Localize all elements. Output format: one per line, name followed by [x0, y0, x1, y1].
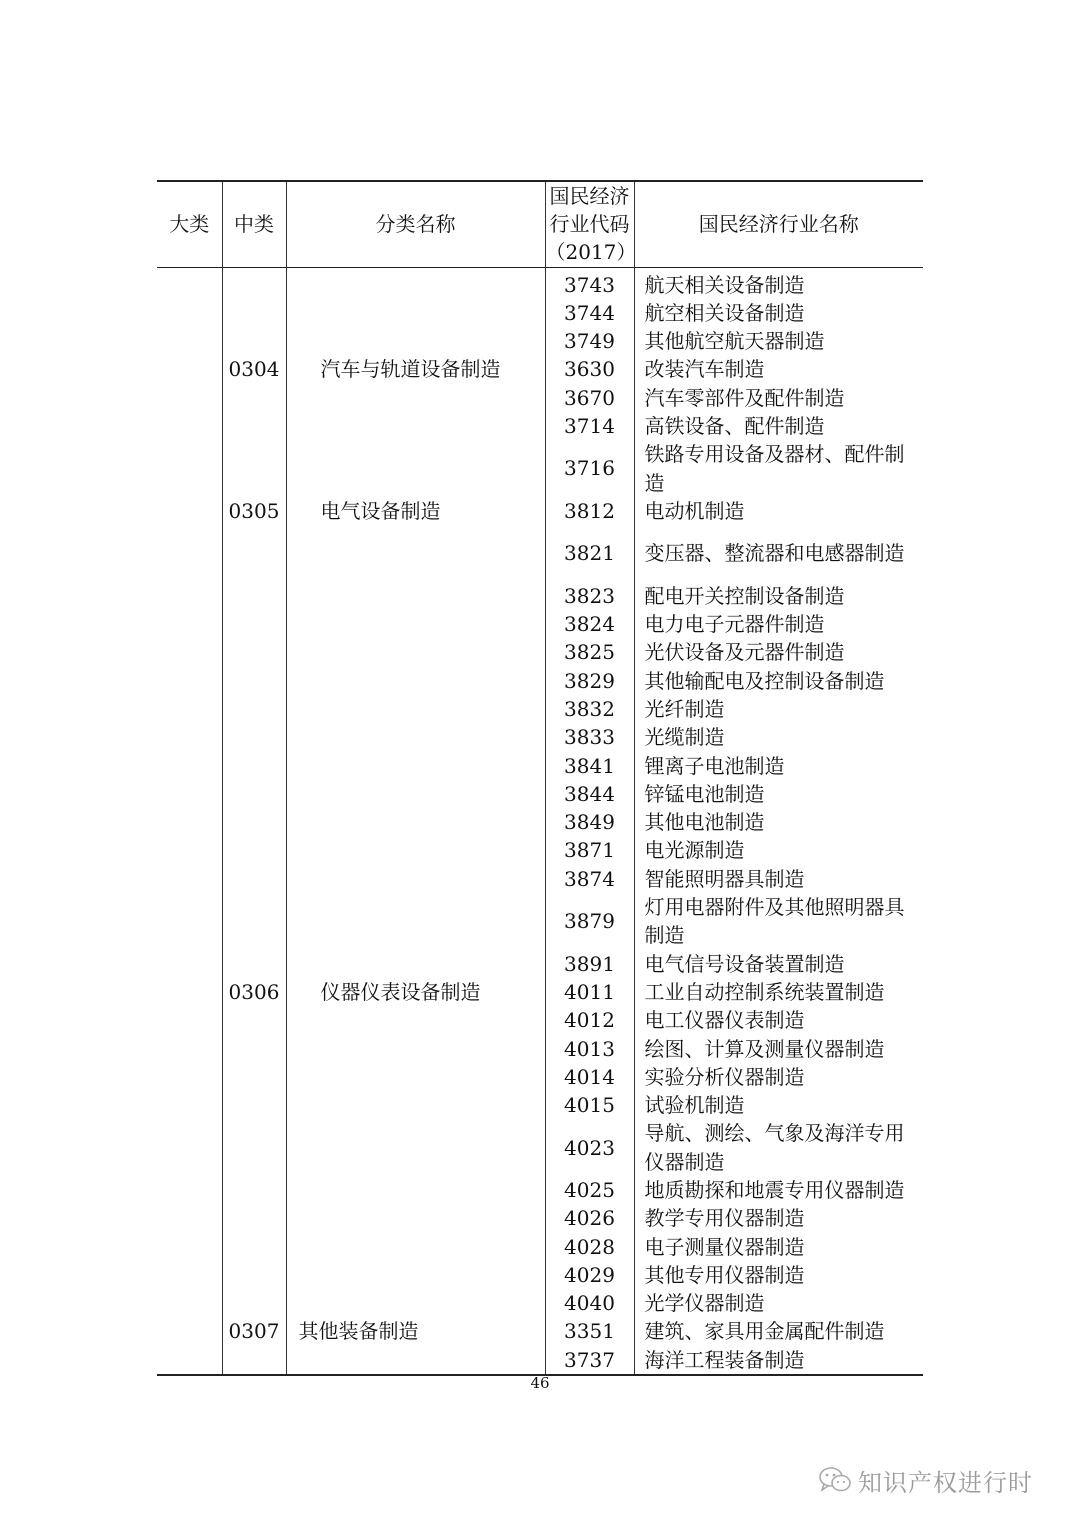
major-category-cell [157, 440, 222, 497]
category-name [286, 638, 545, 666]
table-row [157, 1006, 923, 1034]
category-name [286, 950, 545, 978]
industry-name: 工业自动控制系统装置制造 [644, 979, 885, 1004]
category-name [286, 836, 545, 864]
industry-name: 其他专用仪器制造 [644, 1262, 805, 1287]
mid-category-code [222, 440, 286, 497]
industry-code: 3716 [545, 440, 634, 497]
table-row [157, 299, 923, 327]
table-row [157, 893, 923, 950]
mid-category-code: 0305 [222, 497, 286, 525]
table-header [157, 181, 923, 267]
industry-code: 3630 [545, 355, 634, 383]
industry-name: 电光源制造 [644, 838, 745, 863]
table-row [157, 525, 923, 582]
major-category-cell [157, 1261, 222, 1289]
category-name [286, 412, 545, 440]
industry-name: 航空相关设备制造 [644, 300, 805, 325]
major-category-cell [157, 610, 222, 638]
category-name: 电气设备制造 [286, 497, 545, 525]
industry-code: 3833 [545, 723, 634, 751]
industry-code: 3351 [545, 1317, 634, 1345]
mid-category-code [222, 1091, 286, 1119]
industry-code: 3879 [545, 893, 634, 950]
major-category-cell [157, 1035, 222, 1063]
industry-name: 电动机制造 [644, 498, 745, 523]
industry-name: 航天相关设备制造 [644, 272, 805, 297]
industry-code: 3823 [545, 582, 634, 610]
table-row [157, 412, 923, 440]
industry-name: 试验机制造 [644, 1093, 745, 1118]
category-name [286, 582, 545, 610]
table-row [157, 1035, 923, 1063]
mid-category-code: 0306 [222, 978, 286, 1006]
industry-name: 铁路专用设备及器材、配件制造 [644, 442, 905, 495]
category-name [286, 327, 545, 355]
category-name [286, 1261, 545, 1289]
major-category-cell [157, 695, 222, 723]
major-category-cell [157, 893, 222, 950]
table-row [157, 978, 923, 1006]
industry-code: 3825 [545, 638, 634, 666]
category-name [286, 808, 545, 836]
major-category-cell [157, 638, 222, 666]
industry-code: 4023 [545, 1119, 634, 1176]
mid-category-code [222, 1006, 286, 1034]
industry-name: 导航、测绘、气象及海洋专用仪器制造 [644, 1121, 905, 1174]
industry-code: 3871 [545, 836, 634, 864]
mid-category-code [222, 893, 286, 950]
category-name [286, 1063, 545, 1091]
major-category-cell [157, 1233, 222, 1261]
category-name [286, 752, 545, 780]
mid-category-code [222, 384, 286, 412]
major-category-cell [157, 865, 222, 893]
mid-category-code [222, 1289, 286, 1317]
table-row [157, 695, 923, 723]
table-row [157, 1317, 923, 1345]
mid-category-code [222, 412, 286, 440]
major-category-cell [157, 1063, 222, 1091]
industry-name: 电工仪器仪表制造 [644, 1008, 805, 1033]
table-row [157, 497, 923, 525]
industry-name: 其他输配电及控制设备制造 [644, 668, 885, 693]
mid-category-code [222, 299, 286, 327]
table-row [157, 384, 923, 412]
category-name [286, 1035, 545, 1063]
mid-category-code [222, 1204, 286, 1232]
category-name [286, 695, 545, 723]
industry-name: 教学专用仪器制造 [644, 1206, 805, 1231]
industry-name: 汽车零部件及配件制造 [644, 385, 845, 410]
major-category-cell [157, 1289, 222, 1317]
mid-category-code [222, 667, 286, 695]
major-category-cell [157, 1006, 222, 1034]
category-name: 仪器仪表设备制造 [286, 978, 545, 1006]
industry-name: 改装汽车制造 [644, 357, 765, 382]
industry-code: 3849 [545, 808, 634, 836]
category-name [286, 1119, 545, 1176]
major-category-cell [157, 582, 222, 610]
table-row [157, 638, 923, 666]
category-name [286, 1289, 545, 1317]
major-category-cell [157, 950, 222, 978]
major-category-cell [157, 836, 222, 864]
mid-category-code [222, 1233, 286, 1261]
major-category-cell [157, 1317, 222, 1345]
table-row [157, 610, 923, 638]
industry-name: 电子测量仪器制造 [644, 1234, 805, 1259]
category-name [286, 865, 545, 893]
table-row [157, 355, 923, 383]
major-category-cell [157, 1204, 222, 1232]
table-row [157, 808, 923, 836]
category-name [286, 525, 545, 582]
industry-code: 3821 [545, 525, 634, 582]
table-row [157, 1204, 923, 1232]
mid-category-code [222, 1035, 286, 1063]
category-name [286, 780, 545, 808]
industry-code: 3824 [545, 610, 634, 638]
category-name: 其他装备制造 [286, 1317, 545, 1345]
industry-name: 光缆制造 [644, 725, 725, 750]
category-name [286, 1176, 545, 1204]
industry-code: 4013 [545, 1035, 634, 1063]
industry-code: 4011 [545, 978, 634, 1006]
industry-code: 4014 [545, 1063, 634, 1091]
mid-category-code [222, 610, 286, 638]
industry-name: 其他电池制造 [644, 810, 765, 835]
table-row [157, 950, 923, 978]
table-row [157, 667, 923, 695]
industry-name: 锌锰电池制造 [644, 781, 765, 806]
mid-category-code [222, 1261, 286, 1289]
industry-code: 4028 [545, 1233, 634, 1261]
mid-category-code [222, 950, 286, 978]
industry-name: 高铁设备、配件制造 [644, 413, 825, 438]
major-category-cell [157, 412, 222, 440]
table-row [157, 440, 923, 497]
category-name [286, 384, 545, 412]
industry-code: 3841 [545, 752, 634, 780]
industry-code: 3829 [545, 667, 634, 695]
industry-name: 智能照明器具制造 [644, 866, 805, 891]
industry-name: 建筑、家具用金属配件制造 [644, 1319, 885, 1344]
category-name [286, 267, 545, 299]
industry-name: 地质勘探和地震专用仪器制造 [644, 1178, 905, 1202]
major-category-cell [157, 384, 222, 412]
mid-category-code [222, 836, 286, 864]
mid-category-code [222, 780, 286, 808]
major-category-cell [157, 752, 222, 780]
page-number: 46 [530, 1374, 550, 1392]
table-row [157, 1119, 923, 1176]
industry-name: 锂离子电池制造 [644, 753, 785, 778]
industry-name: 其他航空航天器制造 [644, 329, 825, 354]
major-category-cell [157, 1346, 222, 1375]
category-name [286, 299, 545, 327]
industry-code: 3832 [545, 695, 634, 723]
industry-code: 3874 [545, 865, 634, 893]
mid-category-code [222, 267, 286, 299]
category-name [286, 667, 545, 695]
mid-category-code: 0307 [222, 1317, 286, 1345]
industry-code: 4029 [545, 1261, 634, 1289]
table-row [157, 1346, 923, 1375]
watermark [818, 1460, 1033, 1500]
category-name [286, 440, 545, 497]
major-category-cell [157, 1176, 222, 1204]
mid-category-code [222, 525, 286, 582]
mid-category-code [222, 1346, 286, 1375]
header-major-category: 大类 [157, 181, 222, 267]
table-row [157, 723, 923, 751]
industry-code: 3714 [545, 412, 634, 440]
mid-category-code [222, 638, 286, 666]
industry-code: 3749 [545, 327, 634, 355]
classification-table-container [157, 180, 923, 1376]
industry-code: 3812 [545, 497, 634, 525]
table-row [157, 836, 923, 864]
industry-code: 4040 [545, 1289, 634, 1317]
category-name [286, 1091, 545, 1119]
major-category-cell [157, 723, 222, 751]
industry-code: 3743 [545, 267, 634, 299]
table-row [157, 780, 923, 808]
classification-table [157, 180, 923, 1376]
mid-category-code [222, 695, 286, 723]
industry-code: 4015 [545, 1091, 634, 1119]
mid-category-code: 0304 [222, 355, 286, 383]
mid-category-code [222, 1119, 286, 1176]
table-row [157, 582, 923, 610]
table-row [157, 1233, 923, 1261]
header-industry-name: 国民经济行业名称 [698, 212, 859, 237]
major-category-cell [157, 667, 222, 695]
industry-name: 海洋工程装备制造 [644, 1347, 805, 1372]
industry-code: 4012 [545, 1006, 634, 1034]
industry-name: 配电开关控制设备制造 [644, 583, 845, 608]
industry-name: 光纤制造 [644, 696, 725, 721]
major-category-cell [157, 299, 222, 327]
header-industry-code [545, 181, 637, 267]
header-industry-code-line2: 行业代码 [549, 212, 630, 237]
mid-category-code [222, 1176, 286, 1204]
table-row [157, 1261, 923, 1289]
industry-code: 3737 [545, 1346, 634, 1375]
category-name [286, 1006, 545, 1034]
category-name [286, 1204, 545, 1232]
mid-category-code [222, 1063, 286, 1091]
mid-category-code [222, 723, 286, 751]
mid-category-code [222, 327, 286, 355]
table-row [157, 865, 923, 893]
header-industry-code-line3: （2017） [545, 240, 637, 265]
industry-name: 电力电子元器件制造 [644, 612, 825, 637]
major-category-cell [157, 1091, 222, 1119]
category-name: 汽车与轨道设备制造 [286, 355, 545, 383]
industry-name: 灯用电器附件及其他照明器具制造 [644, 895, 905, 948]
major-category-cell [157, 808, 222, 836]
industry-code: 4025 [545, 1176, 634, 1204]
header-industry-code-line1: 国民经济 [549, 184, 630, 209]
table-row [157, 267, 923, 299]
industry-name: 实验分析仪器制造 [644, 1064, 805, 1089]
industry-code: 3744 [545, 299, 634, 327]
category-name [286, 610, 545, 638]
industry-code: 3891 [545, 950, 634, 978]
table-row [157, 1091, 923, 1119]
industry-code: 3844 [545, 780, 634, 808]
major-category-cell [157, 978, 222, 1006]
category-name [286, 723, 545, 751]
header-mid-category: 中类 [222, 181, 286, 267]
major-category-cell [157, 1119, 222, 1176]
industry-code: 3670 [545, 384, 634, 412]
industry-name: 变压器、整流器和电感器制造 [644, 541, 905, 566]
table-row [157, 1176, 923, 1204]
industry-name: 光伏设备及元器件制造 [644, 640, 845, 665]
table-row [157, 752, 923, 780]
major-category-cell [157, 497, 222, 525]
wechat-icon [818, 1465, 852, 1495]
watermark-text: 知识产权进行时 [858, 1468, 1033, 1497]
mid-category-code [222, 808, 286, 836]
industry-name: 绘图、计算及测量仪器制造 [644, 1036, 885, 1061]
mid-category-code [222, 865, 286, 893]
industry-name: 光学仪器制造 [644, 1291, 765, 1316]
category-name [286, 893, 545, 950]
table-row [157, 1063, 923, 1091]
table-row [157, 1289, 923, 1317]
category-name [286, 1346, 545, 1375]
mid-category-code [222, 582, 286, 610]
major-category-cell [157, 780, 222, 808]
industry-code: 4026 [545, 1204, 634, 1232]
major-category-cell [157, 525, 222, 582]
header-category-name: 分类名称 [286, 181, 545, 267]
table-row [157, 327, 923, 355]
category-name [286, 1233, 545, 1261]
industry-name: 电气信号设备装置制造 [644, 951, 845, 976]
major-category-cell [157, 267, 222, 299]
table-body [157, 267, 923, 1375]
mid-category-code [222, 752, 286, 780]
major-category-cell [157, 327, 222, 355]
major-category-cell [157, 355, 222, 383]
